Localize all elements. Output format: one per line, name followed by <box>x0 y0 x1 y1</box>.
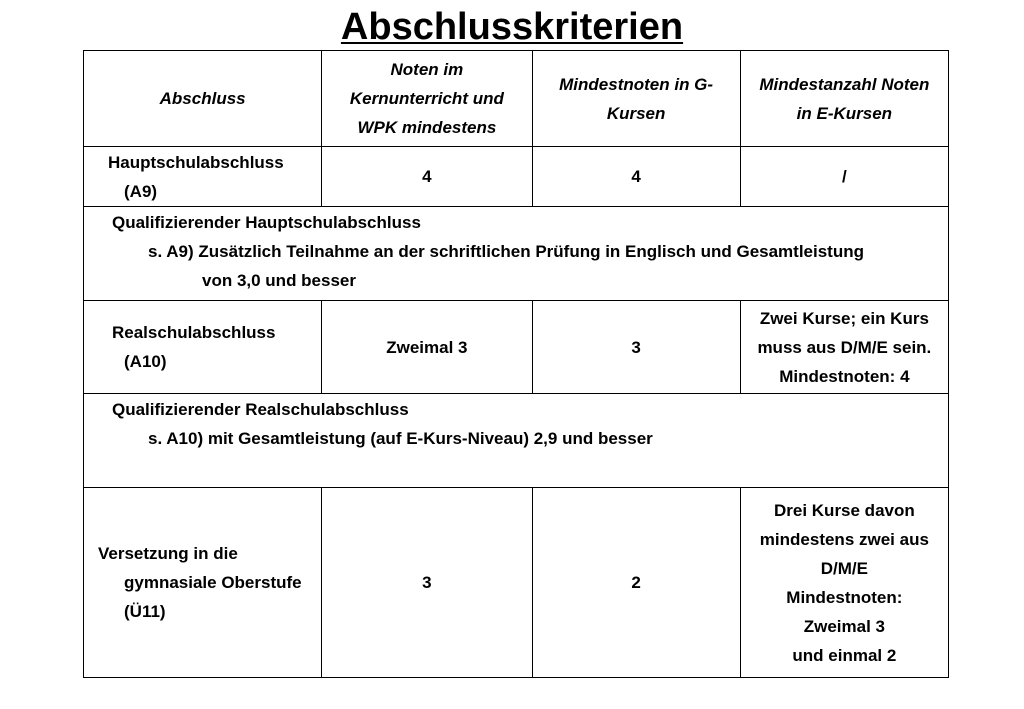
header-kernunterricht: Noten im Kernunterricht und WPK mindestens <box>322 51 532 147</box>
cell-realschul-kern: Zweimal 3 <box>322 301 532 394</box>
cell-realschul-name: Realschulabschluss (A10) <box>84 301 322 394</box>
table-header-row <box>84 51 949 147</box>
header-e-kurse: Mindestanzahl Noten in E-Kursen <box>740 51 948 147</box>
cell-hauptschul-g: 4 <box>532 147 740 207</box>
cell-versetzung-e: Drei Kurse davon mindestens zwei aus D/M/E Mindestnoten: Zweimal 3 und einmal 2 <box>740 488 948 678</box>
table-row <box>84 488 949 678</box>
table-row <box>84 394 949 488</box>
cell-hauptschul-name: Hauptschulabschluss (A9) <box>84 147 322 207</box>
cell-qual-haupt: Qualifizierender Hauptschulabschluss s. A9) Zusätzlich Teilnahme an der schriftlichen Prüfung in Englisch und Gesamtleistung von 3,0 und besser <box>84 207 949 301</box>
header-abschluss: Abschluss <box>84 51 322 147</box>
cell-hauptschul-kern: 4 <box>322 147 532 207</box>
cell-hauptschul-e: / <box>740 147 948 207</box>
cell-realschul-e: Zwei Kurse; ein Kurs muss aus D/M/E sein. Mindestnoten: 4 <box>740 301 948 394</box>
table-row <box>84 147 949 207</box>
cell-realschul-g: 3 <box>532 301 740 394</box>
criteria-table <box>83 50 949 678</box>
cell-versetzung-name: Versetzung in die gymnasiale Oberstufe (Ü11) <box>84 488 322 678</box>
page-title: Abschlusskriterien <box>340 6 684 48</box>
cell-versetzung-g: 2 <box>532 488 740 678</box>
table-row <box>84 301 949 394</box>
cell-versetzung-kern: 3 <box>322 488 532 678</box>
cell-qual-real: Qualifizierender Realschulabschluss s. A10) mit Gesamtleistung (auf E-Kurs-Niveau) 2,9 und besser <box>84 394 949 488</box>
header-g-kurse: Mindestnoten in G- Kursen <box>532 51 740 147</box>
table-row <box>84 207 949 301</box>
